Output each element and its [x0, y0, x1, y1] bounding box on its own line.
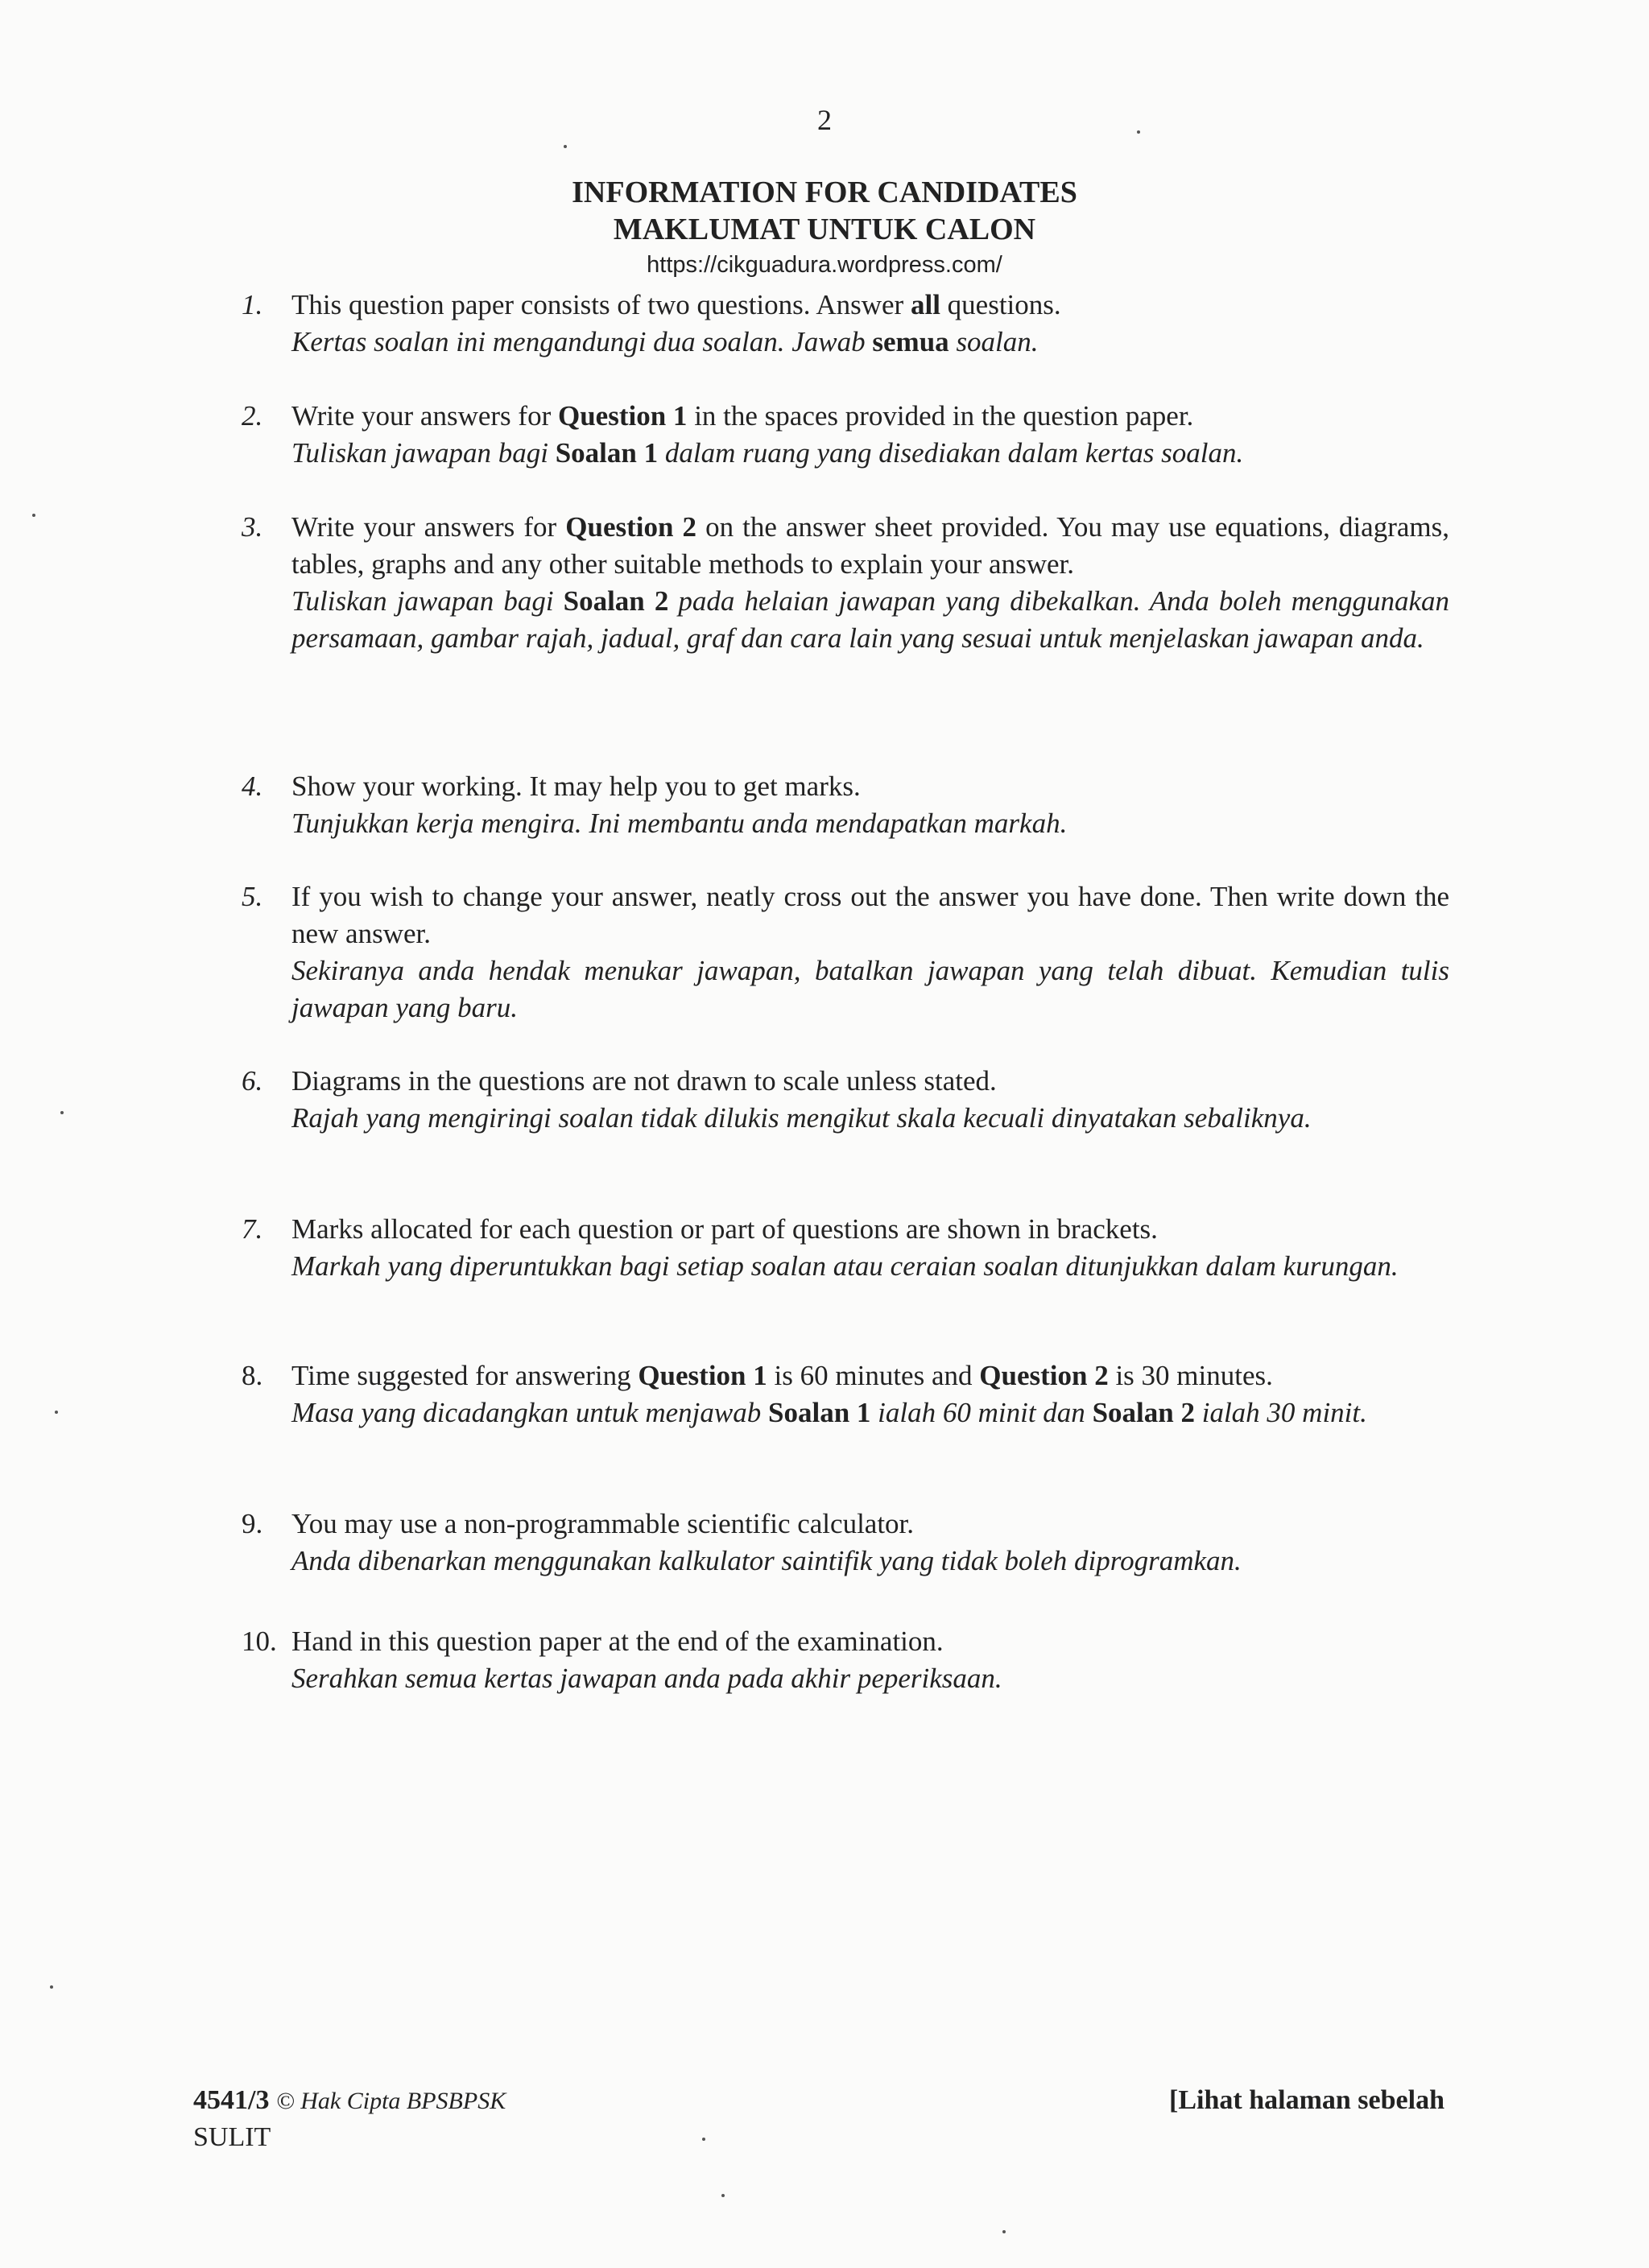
instruction-item — [242, 509, 1449, 657]
instruction-malay — [291, 583, 1449, 657]
text-segment: ialah 30 minit. — [1194, 1397, 1367, 1428]
instruction-english — [291, 511, 1449, 580]
item-number: 1. — [242, 289, 263, 320]
scan-speck — [564, 145, 567, 148]
instruction-malay — [291, 435, 1449, 472]
text-segment: Tunjukkan kerja mengira. Ini membantu anda mendapatkan markah. — [291, 808, 1068, 839]
copyright-notice: © Hak Cipta BPSBPSK — [275, 2088, 506, 2114]
bold-term: Soalan 1 — [555, 437, 659, 469]
instruction-english — [291, 400, 1193, 432]
text-segment: Serahkan semua kertas jawapan anda pada akhir peperiksaan. — [291, 1663, 1002, 1694]
item-number: 8. — [242, 1360, 263, 1391]
instruction-malay — [291, 952, 1449, 1027]
scan-speck — [721, 2194, 725, 2197]
item-number: 3. — [242, 511, 263, 543]
text-segment: Write your answers for — [291, 511, 566, 543]
text-segment: Rajah yang mengiringi soalan tidak dilukis mengikut skala kecuali dinyatakan sebaliknya. — [291, 1102, 1312, 1134]
bold-term: Question 2 — [979, 1360, 1109, 1391]
item-number: 5. — [242, 881, 263, 912]
text-segment: Time suggested for answering — [291, 1360, 639, 1391]
item-number: 9. — [242, 1508, 263, 1539]
text-segment: Marks allocated for each question or part of questions are shown in brackets. — [291, 1213, 1158, 1245]
text-segment: is 30 minutes. — [1108, 1360, 1273, 1391]
text-segment: in the spaces provided in the question paper. — [687, 400, 1194, 432]
item-number: 4. — [242, 770, 263, 802]
instruction-english — [291, 1065, 997, 1097]
text-segment: Tuliskan jawapan bagi — [291, 437, 556, 469]
text-segment: If you wish to change your answer, neatly cross out the answer you have done. Then write down the new answer. — [291, 881, 1449, 949]
item-number: 2. — [242, 400, 263, 432]
instruction-item — [242, 1506, 1449, 1580]
instruction-english — [291, 1626, 944, 1657]
text-segment: Anda dibenarkan menggunakan kalkulator saintifik yang tidak boleh diprogramkan. — [291, 1545, 1242, 1576]
text-segment: Write your answers for — [291, 400, 558, 432]
text-segment: Markah yang diperuntukkan bagi setiap soalan atau ceraian soalan ditunjukkan dalam kurungan. — [291, 1250, 1399, 1282]
instruction-malay — [291, 1543, 1449, 1580]
heading-malay: MAKLUMAT UNTUK CALON — [613, 213, 1036, 246]
scan-speck — [1137, 130, 1140, 134]
bold-term: Question 2 — [565, 511, 697, 543]
text-segment: You may use a non-programmable scientific calculator. — [291, 1508, 915, 1539]
item-number: 10. — [242, 1626, 277, 1657]
footer-paper-code — [193, 2085, 506, 2116]
instruction-item — [242, 398, 1449, 472]
instruction-english — [291, 881, 1449, 949]
scan-speck — [1002, 2230, 1006, 2233]
text-segment: is 60 minutes and — [767, 1360, 980, 1391]
text-segment: ialah 60 minit dan — [870, 1397, 1093, 1428]
instruction-item — [242, 1357, 1449, 1431]
text-segment: questions. — [940, 289, 1061, 320]
item-number: 6. — [242, 1065, 263, 1097]
text-segment: Kertas soalan ini mengandungi dua soalan. Jawab — [291, 326, 873, 357]
scan-speck — [60, 1111, 64, 1114]
instruction-item — [242, 1211, 1449, 1285]
instruction-english — [291, 1213, 1158, 1245]
scan-speck — [50, 1985, 53, 1989]
instruction-malay — [291, 1248, 1449, 1285]
scan-speck — [702, 2138, 705, 2141]
next-page-note: [Lihat halaman sebelah — [1169, 2085, 1444, 2115]
scan-speck — [32, 514, 35, 517]
bold-term: semua — [872, 326, 949, 357]
text-segment: Show your working. It may help you to get marks. — [291, 770, 861, 802]
instruction-item — [242, 1063, 1449, 1137]
text-segment: dalam ruang yang disediakan dalam kertas soalan. — [658, 437, 1244, 469]
instruction-malay — [291, 805, 1449, 842]
item-number: 7. — [242, 1213, 263, 1245]
paper-code: 4541/3 — [193, 2085, 270, 2115]
text-segment: Hand in this question paper at the end of the examination. — [291, 1626, 944, 1657]
instruction-english — [291, 1508, 914, 1539]
bold-term: Soalan 2 — [1092, 1397, 1195, 1428]
instruction-item — [242, 1623, 1449, 1697]
instruction-item — [242, 768, 1449, 842]
instruction-malay — [291, 1100, 1449, 1137]
text-segment: pada helaian jawapan yang dibekalkan. Anda boleh menggunakan persamaan, gambar rajah, jadual, graf dan cara lain yang sesuai untuk menjelaskan jawapan anda. — [291, 585, 1450, 654]
heading-english: INFORMATION FOR CANDIDATES — [572, 176, 1077, 209]
text-segment: Tuliskan jawapan bagi — [291, 585, 564, 617]
bold-term: Soalan 2 — [563, 585, 669, 617]
instruction-item — [242, 287, 1449, 361]
text-segment: This question paper consists of two questions. Answer — [291, 289, 911, 320]
bold-term: Soalan 1 — [768, 1397, 871, 1428]
text-segment: Sekiranya anda hendak menukar jawapan, batalkan jawapan yang telah dibuat. Kemudian tulis jawapan yang baru. — [291, 955, 1449, 1023]
bold-term: Question 1 — [638, 1360, 767, 1391]
instruction-english — [291, 289, 1061, 320]
scan-speck — [55, 1411, 58, 1414]
text-segment: Masa yang dicadangkan untuk menjawab — [291, 1397, 768, 1428]
classification-label: SULIT — [193, 2122, 271, 2152]
instruction-malay — [291, 1394, 1449, 1431]
instruction-english — [291, 770, 861, 802]
bold-term: all — [910, 289, 940, 320]
page-number: 2 — [817, 104, 832, 136]
website-url: https://cikguadura.wordpress.com/ — [647, 252, 1002, 278]
text-segment: on the answer sheet provided. You may use equations, diagrams, tables, graphs and any other suitable methods to explain your answer. — [291, 511, 1449, 580]
bold-term: Question 1 — [557, 400, 688, 432]
text-segment: soalan. — [948, 326, 1039, 357]
text-segment: Diagrams in the questions are not drawn to scale unless stated. — [291, 1065, 997, 1097]
instruction-malay — [291, 1660, 1449, 1697]
instruction-item — [242, 878, 1449, 1027]
instruction-english — [291, 1360, 1273, 1391]
instruction-malay — [291, 324, 1449, 361]
